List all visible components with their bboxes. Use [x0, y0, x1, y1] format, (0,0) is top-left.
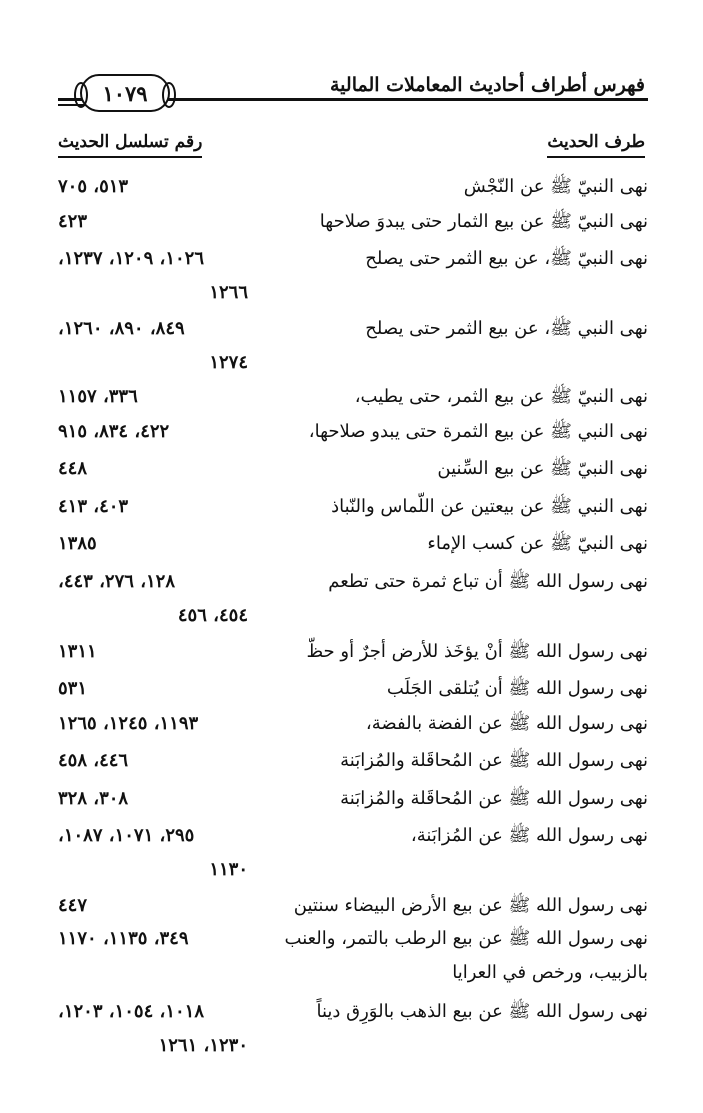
hadith-number-line: ١٢٧٤ [209, 352, 248, 373]
hadith-numbers [58, 380, 248, 414]
index-entry [58, 672, 648, 706]
hadith-number-line: ٣٤٩، ١١٣٥، ١١٧٠ [58, 928, 189, 949]
index-entry [58, 452, 648, 486]
hadith-numbers [58, 565, 248, 633]
hadith-number-line: ٣٠٨، ٣٢٨ [58, 788, 129, 809]
hadith-numbers [58, 782, 248, 816]
hadith-numbers [58, 452, 248, 486]
hadith-text: نهى النبيّ ﷺ عن بيع السِّنين [437, 458, 648, 479]
index-entry [58, 922, 648, 990]
hadith-numbers [58, 707, 248, 741]
index-entry [58, 565, 648, 633]
hadith-text: نهى رسول الله ﷺ عن الفضة بالفضة، [365, 713, 648, 734]
index-entry [58, 380, 648, 414]
hadith-text: نهى رسول الله ﷺ أن تباع ثمرة حتى تطعم [328, 571, 648, 592]
index-entry [58, 415, 648, 449]
hadith-numbers [58, 205, 248, 239]
hadith-text: نهى رسول الله ﷺ عن بيع الأرض البيضاء سنتين [293, 895, 648, 916]
index-entry [58, 819, 648, 887]
hadith-numbers [58, 527, 248, 561]
hadith-text: نهى النبي ﷺ عن بيعتين عن اللّماس والنّباذ [331, 496, 648, 517]
hadith-text: نهى النبيّ ﷺ عن كسب الإماء [427, 533, 648, 554]
hadith-number-line: ١١٩٣، ١٢٤٥، ١٢٦٥ [58, 713, 199, 734]
index-entry [58, 242, 648, 310]
hadith-number-line: ١٠١٨، ١٠٥٤، ١٢٠٣، [58, 1001, 204, 1022]
hadith-number-line: ١٣١١ [58, 641, 97, 662]
hadith-numbers [58, 819, 248, 887]
hadith-text: نهى رسول الله ﷺ عن المُحاقَلة والمُزابَنة [340, 750, 648, 771]
hadith-numbers [58, 415, 248, 449]
index-entry [58, 995, 648, 1063]
hadith-numbers [58, 170, 248, 204]
hadith-text: نهى النبيّ ﷺ عن النّجْش [463, 176, 648, 197]
hadith-number-line: ٤٠٣، ٤١٣ [58, 496, 129, 517]
index-entry [58, 490, 648, 524]
hadith-number-line: ٢٩٥، ١٠٧١، ١٠٨٧، [58, 825, 195, 846]
hadith-number-line: ٣٣٦، ١١٥٧ [58, 386, 138, 407]
hadith-numbers [58, 995, 248, 1063]
index-entry [58, 205, 648, 239]
hadith-text: نهى النبيّ ﷺ عن بيع الثمار حتى يبدوَ صلاحها [319, 211, 648, 232]
index-entry [58, 782, 648, 816]
hadith-number-line: ١٢٣٠، ١٢٦١ [158, 1035, 248, 1056]
index-entry [58, 170, 648, 204]
index-entry [58, 707, 648, 741]
hadith-text: نهى النبي ﷺ، عن بيع الثمر حتى يصلح [365, 318, 648, 339]
hadith-number-line: ٥١٣، ٧٠٥ [58, 176, 129, 197]
index-entry [58, 744, 648, 778]
hadith-number-line: ٤٤٧ [58, 895, 88, 916]
hadith-text: نهى رسول الله ﷺ عن بيع الذهب بالوَرِق ديناً [316, 1001, 648, 1022]
hadith-numbers [58, 889, 248, 923]
hadith-numbers [58, 312, 248, 380]
hadith-numbers [58, 635, 248, 669]
hadith-number-line: ١٢٨، ٢٧٦، ٤٤٣، [58, 571, 176, 592]
index-entry [58, 889, 648, 923]
running-title: فهرس أطراف أحاديث المعاملات المالية [324, 74, 645, 96]
hadith-number-line: ١٣٨٥ [58, 533, 97, 554]
column-heading-hadith: طرف الحديث [547, 132, 645, 158]
hadith-number-line: ٥٣١ [58, 678, 88, 699]
hadith-numbers [58, 744, 248, 778]
hadith-text: نهى رسول الله ﷺ أنْ يؤخَذ للأرض أجرٌ أو حظّ [306, 641, 648, 662]
index-entry [58, 312, 648, 380]
hadith-text: نهى النبيّ ﷺ عن بيع الثمر، حتى يطيب، [354, 386, 648, 407]
hadith-numbers [58, 242, 248, 310]
hadith-number-line: ٨٤٩، ٨٩٠، ١٢٦٠، [58, 318, 185, 339]
hadith-number-line: ٤٥٤، ٤٥٦ [177, 605, 248, 626]
page-number-badge: ١٠٧٩ [80, 74, 170, 112]
hadith-number-line: ٤٢٣ [58, 211, 88, 232]
hadith-number-line: ١٠٢٦، ١٢٠٩، ١٢٣٧، [58, 248, 204, 269]
hadith-number-line: ١١٣٠ [209, 859, 248, 880]
index-entry [58, 635, 648, 669]
hadith-text: نهى رسول الله ﷺ أن يُتلقى الجَلَب [386, 678, 648, 699]
hadith-number-line: ٤٤٨ [58, 458, 88, 479]
hadith-number-line: ٤٤٦، ٤٥٨ [58, 750, 129, 771]
index-entry [58, 527, 648, 561]
hadith-number-line: ٤٢٢، ٨٣٤، ٩١٥ [58, 421, 170, 442]
hadith-text: نهى النبيّ ﷺ، عن بيع الثمر حتى يصلح [365, 248, 648, 269]
hadith-text: نهى رسول الله ﷺ عن بيع الرطب بالتمر، والعنب بالزبيب، ورخص في العرايا [284, 928, 648, 983]
hadith-number-line: ١٢٦٦ [209, 282, 248, 303]
hadith-numbers [58, 922, 248, 956]
column-heading-number: رقم تسلسل الحديث [58, 132, 202, 158]
hadith-text: نهى رسول الله ﷺ عن المُحاقَلة والمُزابَنة [340, 788, 648, 809]
hadith-text: نهى النبي ﷺ عن بيع الثمرة حتى يبدو صلاحها، [308, 421, 648, 442]
hadith-text: نهى رسول الله ﷺ عن المُزابَنة، [410, 825, 648, 846]
hadith-numbers [58, 490, 248, 524]
hadith-numbers [58, 672, 248, 706]
